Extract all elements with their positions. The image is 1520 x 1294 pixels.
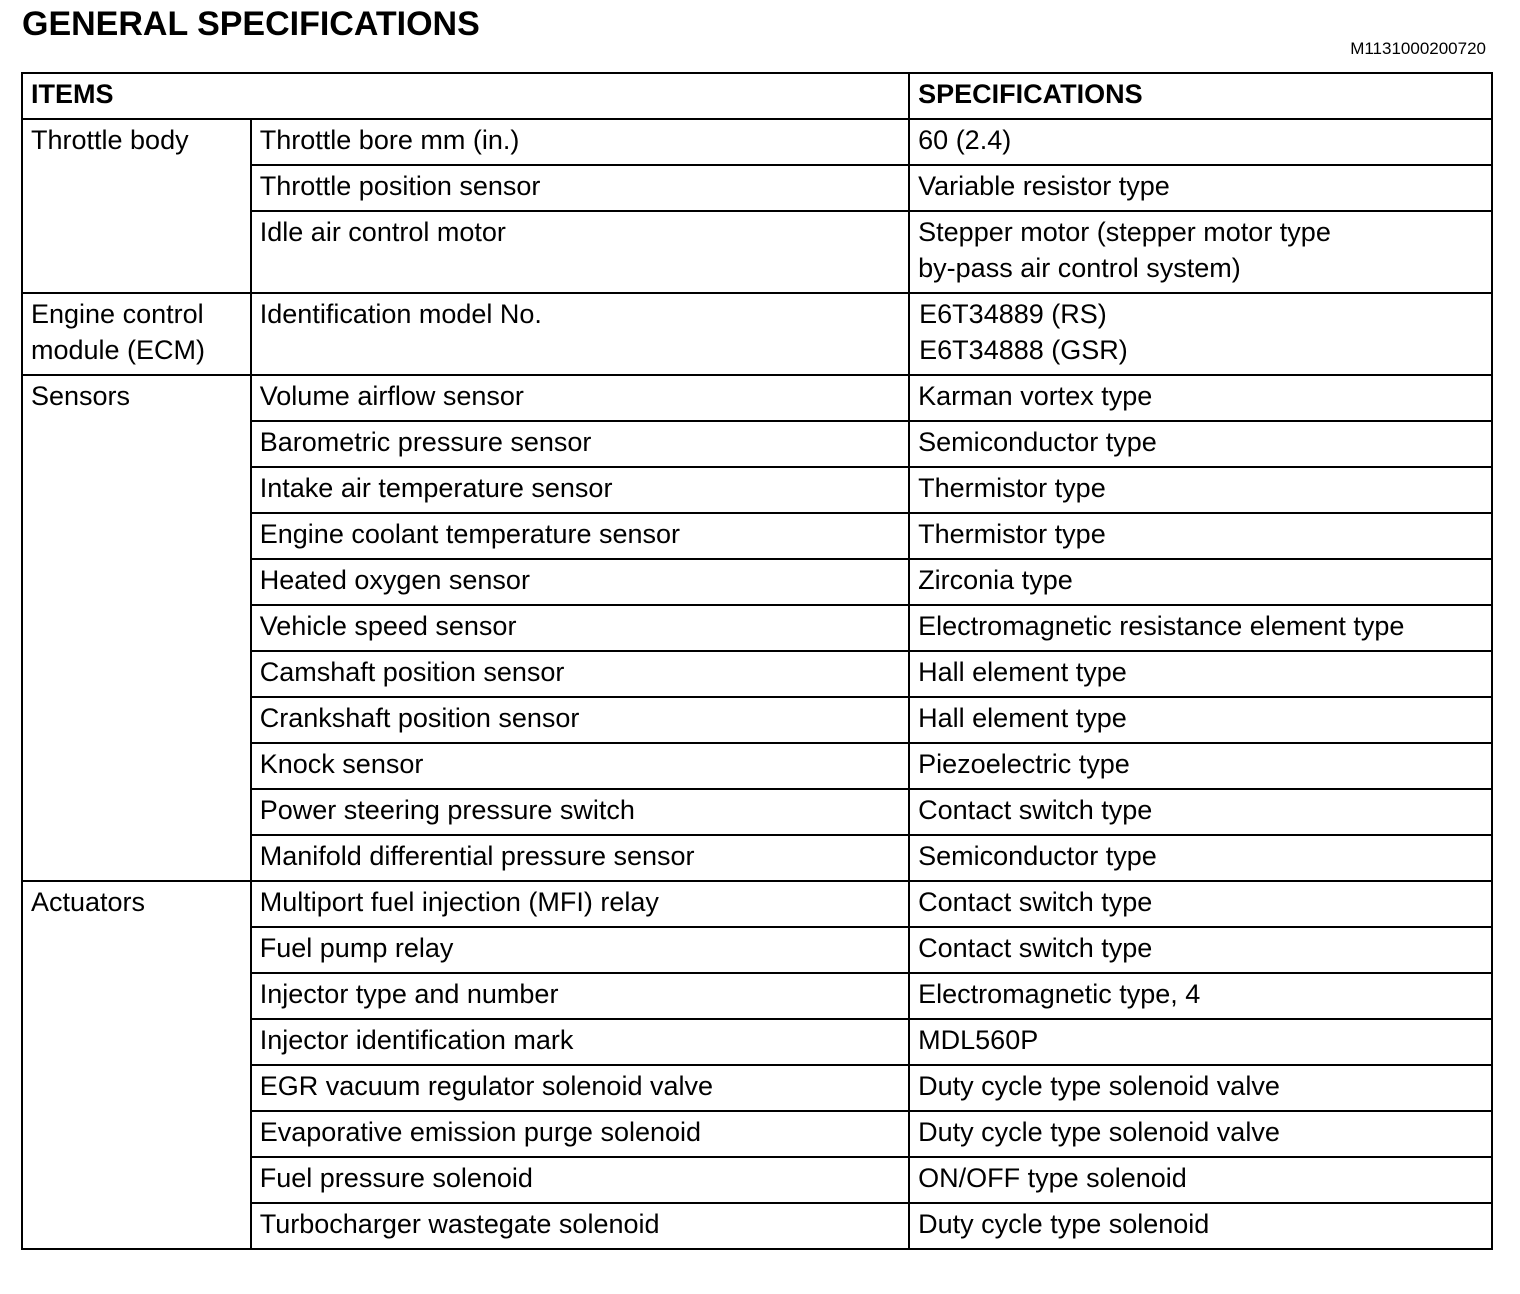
spec-cell: Zirconia type bbox=[909, 559, 1492, 605]
spec-cell: ON/OFF type solenoid bbox=[909, 1157, 1492, 1203]
item-cell: Power steering pressure switch bbox=[251, 789, 909, 835]
item-cell: Fuel pressure solenoid bbox=[251, 1157, 909, 1203]
table-row bbox=[22, 375, 1492, 421]
spec-cell: Semiconductor type bbox=[909, 835, 1492, 881]
document-code: M1131000200720 bbox=[1350, 39, 1486, 58]
item-cell: Injector type and number bbox=[251, 973, 909, 1019]
spec-cell: MDL560P bbox=[909, 1019, 1492, 1065]
item-cell: Evaporative emission purge solenoid bbox=[251, 1111, 909, 1157]
spec-cell: Piezoelectric type bbox=[909, 743, 1492, 789]
specifications-header: SPECIFICATIONS bbox=[909, 73, 1492, 119]
item-cell: Injector identification mark bbox=[251, 1019, 909, 1065]
spec-cell bbox=[909, 293, 1492, 375]
category-cell: Throttle body bbox=[22, 119, 251, 293]
spec-line: E6T34889 (RS) bbox=[919, 299, 1107, 329]
items-header: ITEMS bbox=[22, 73, 909, 119]
specifications-table bbox=[21, 72, 1493, 1250]
item-cell: Heated oxygen sensor bbox=[251, 559, 909, 605]
item-cell: Crankshaft position sensor bbox=[251, 697, 909, 743]
category-line: module (ECM) bbox=[31, 335, 206, 365]
spec-cell: Variable resistor type bbox=[909, 165, 1492, 211]
spec-cell: Duty cycle type solenoid valve bbox=[909, 1065, 1492, 1111]
table-header-row bbox=[22, 73, 1492, 119]
table-row bbox=[22, 881, 1492, 927]
spec-cell: Karman vortex type bbox=[909, 375, 1492, 421]
table-row bbox=[22, 119, 1492, 165]
spec-cell: Thermistor type bbox=[909, 467, 1492, 513]
spec-cell: Contact switch type bbox=[909, 927, 1492, 973]
spec-cell: Semiconductor type bbox=[909, 421, 1492, 467]
spec-cell: Duty cycle type solenoid valve bbox=[909, 1111, 1492, 1157]
item-cell: Throttle bore mm (in.) bbox=[251, 119, 909, 165]
item-cell: Throttle position sensor bbox=[251, 165, 909, 211]
spec-cell: Duty cycle type solenoid bbox=[909, 1203, 1492, 1249]
item-cell: Camshaft position sensor bbox=[251, 651, 909, 697]
spec-line: E6T34888 (GSR) bbox=[919, 335, 1128, 365]
category-cell: Actuators bbox=[22, 881, 251, 1249]
item-cell: Turbocharger wastegate solenoid bbox=[251, 1203, 909, 1249]
spec-cell: Contact switch type bbox=[909, 881, 1492, 927]
item-cell: Fuel pump relay bbox=[251, 927, 909, 973]
item-cell: Intake air temperature sensor bbox=[251, 467, 909, 513]
spec-cell: Hall element type bbox=[909, 651, 1492, 697]
item-cell: Manifold differential pressure sensor bbox=[251, 835, 909, 881]
spec-cell: Thermistor type bbox=[909, 513, 1492, 559]
item-cell: Multiport fuel injection (MFI) relay bbox=[251, 881, 909, 927]
item-cell: Idle air control motor bbox=[251, 211, 909, 293]
category-cell: Sensors bbox=[22, 375, 251, 881]
category-cell bbox=[22, 293, 251, 375]
item-cell: Volume airflow sensor bbox=[251, 375, 909, 421]
spec-cell bbox=[909, 211, 1492, 293]
spec-cell: Electromagnetic resistance element type bbox=[909, 605, 1492, 651]
item-cell: Knock sensor bbox=[251, 743, 909, 789]
spec-cell: Electromagnetic type, 4 bbox=[909, 973, 1492, 1019]
item-cell: EGR vacuum regulator solenoid valve bbox=[251, 1065, 909, 1111]
item-cell: Vehicle speed sensor bbox=[251, 605, 909, 651]
item-cell: Barometric pressure sensor bbox=[251, 421, 909, 467]
category-line: Engine control bbox=[31, 299, 204, 329]
table-row bbox=[22, 293, 1492, 375]
spec-line: by-pass air control system) bbox=[918, 253, 1241, 283]
item-cell: Engine coolant temperature sensor bbox=[251, 513, 909, 559]
spec-line: Stepper motor (stepper motor type bbox=[918, 217, 1331, 247]
spec-cell: 60 (2.4) bbox=[909, 119, 1492, 165]
page-title: GENERAL SPECIFICATIONS bbox=[22, 5, 480, 43]
spec-cell: Hall element type bbox=[909, 697, 1492, 743]
spec-cell: Contact switch type bbox=[909, 789, 1492, 835]
item-cell: Identification model No. bbox=[251, 293, 909, 375]
